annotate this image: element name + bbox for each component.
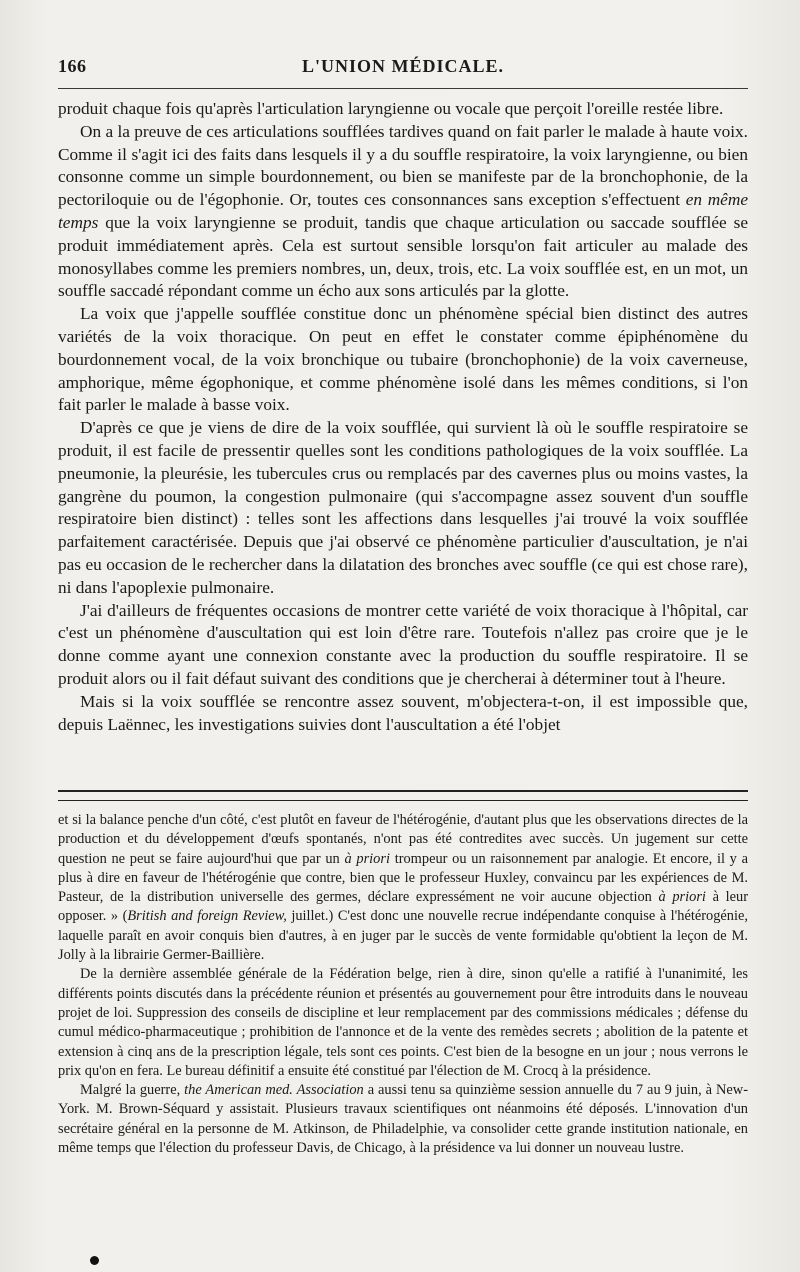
text-run: à leur opposer. » ( [58,889,748,925]
text-run: juillet.) C'est donc une nouvelle recrue indépendante conquise à l'hétérogénie, laquelle paraît en avoir conquis bien d'autres, à en juger par le succès de vente formidable qu'obtient la leçon de M. Jolly à la librairie Germer-Baillière. [58,908,748,964]
paragraph [58,965,748,1081]
running-title: L'UNION MÉDICALE. [301,56,505,76]
footnote-text [58,811,748,1158]
text-run: trompeur ou un raisonnement par analogie. Et encore, il y a plus à dire en faveur de l'hétérogénie que contre, bien que le professeur Huxley, convaincu par les expériences de M. Pasteur, de la distribution universelle des germes, déclare expressément ne voir aucune objection [58,850,748,906]
text-run: Mais si la voix soufflée se rencontre assez souvent, m'objectera-t-on, il est impossible que, depuis Laënnec, les investigations suivies dont l'auscultation a été l'objet [58,691,748,734]
running-header [58,56,748,86]
paragraph [58,303,748,417]
italic-text-run: à priori [658,889,706,906]
text-run: On a la preuve de ces articulations soufflées tardives quand on fait parler le malade à haute voix. Comme il s'agit ici des faits dans lesquels il y a du souffle respiratoire, la voix laryngienne, ou bien consonne comme un simple bourdonnement, ou bien se manifeste par de la bronchophonie, de la pectoriloquie ou de l'égophonie. Or, toutes ces consonnances sans exception s'effectuent [58,121,748,210]
text-run: a aussi tenu sa quinzième session annuelle du 7 au 9 juin, à New-York. M. Brown-Séquard y assistait. Plusieurs travaux scientifiques ont néanmoins été déposés. L'innovation d'un secrétaire général en la personne de M. Atkinson, de Philadelphie, va consolider cette grande institution nationale, en même temps que l'élection du professeur Davis, de Chicago, à la présidence va lui donner un nouveau lustre. [58,1082,748,1157]
paragraph [58,811,748,965]
paragraph [58,121,748,303]
text-run: J'ai d'ailleurs de fréquentes occasions de montrer cette variété de voix thoracique à l'hôpital, car c'est un phénomène d'auscultation qui est loin d'être rare. Toutefois n'allez pas croire que je le donne comme ayant une connexion constante avec la production du souffle respiratoire. Il se produit alors ou il fait défaut suivant des conditions que je chercherai à déterminer tout à l'heure. [58,600,748,688]
paragraph [58,98,748,121]
paragraph [58,691,748,737]
text-run: D'après ce que je viens de dire de la voix soufflée, qui survient là où le souffle respiratoire se produit, il est facile de pressentir quelles sont les conditions pathologiques de la voix soufflée. La pneumonie, la pleurésie, les tubercules crus ou remplacés par des cavernes plus ou moins vastes, la gangrène du poumon, la congestion pulmonaire (qui s'accompagne assez souvent d'un souffle respiratoire bien distinct) : telles sont les affections dans lesquelles j'ai trouvé la voix soufflée parfaitement caractérisée. Depuis que j'ai observé ce phénomène particulier d'auscultation, je n'ai pas eu occasion de le rechercher dans la dilatation des bronches avec souffle (ce qui est chose rare), ni dans l'apoplexie pulmonaire. [58,418,748,597]
ink-blot-mark [90,1256,99,1265]
italic-text-run: British and foreign Review, [127,908,287,925]
italic-text-run: en même temps [58,190,749,232]
text-run: De la dernière assemblée générale de la Fédération belge, rien à dire, sinon qu'elle a ratifié à l'unanimité, les différents points discutés dans la précédente réunion et présentés au gouvernement pour être introduits dans le nouveau projet de loi. Suppression des conseils de discipline et leur remplacement par des commissions médicales ; défense du cumul médico-pharmaceutique ; prohibition de l'annonce et de la vente des remèdes secrets ; abolition de la patente et extension à cinq ans de la prescription légale, tels sont ces points. C'est bien de la besogne en un jour ; nous verrons le prix qu'on en fera. Le bureau définitif a ensuite été constitué par l'élection de M. Crocq à la présidence. [58,966,748,1079]
text-run: Malgré la guerre, [80,1082,185,1099]
text-run: et si la balance penche d'un côté, c'est plutôt en faveur de l'hétérogénie, d'autant plus que les observations directes de la production et du développement d'œufs spontanés, n'ont pas été contredites avec succès. Un jugement sur cette question ne peut se faire aujourd'hui que par un [58,812,748,867]
paragraph [58,417,748,599]
page-number: 166 [58,56,87,76]
header-rule [58,88,748,89]
text-run: que la voix laryngienne se produit, tandis que chaque articulation ou saccade soufflée se produit immédiatement après. Cela est surtout sensible lorsqu'on fait articuler au malade des monosyllabes comme les premiers nombres, un, deux, trois, etc. La voix soufflée est, en un mot, un souffle saccadé répondant comme un écho aux sons articulés par la glotte. [58,212,748,301]
italic-text-run: à priori [344,850,390,867]
text-run: La voix que j'appelle soufflée constitue donc un phénomène spécial bien distinct des autres variétés de la voix thoracique. On peut en effet le constater comme épiphénomène du bourdonnement vocal, de la voix bronchique ou tubaire (bronchophonie) de la voix caverneuse, amphorique, même égophonique, et comme phénomène isolé dans les mêmes conditions, si l'on fait parler le malade à basse voix. [58,304,748,415]
text-run: produit chaque fois qu'après l'articulation laryngienne ou vocale que perçoit l'oreille restée libre. [58,99,724,118]
main-text [58,98,748,736]
paragraph [58,600,748,691]
footnote-separator-rule [58,790,748,801]
italic-text-run: the American med. Association [184,1082,364,1099]
paragraph [58,1081,748,1158]
